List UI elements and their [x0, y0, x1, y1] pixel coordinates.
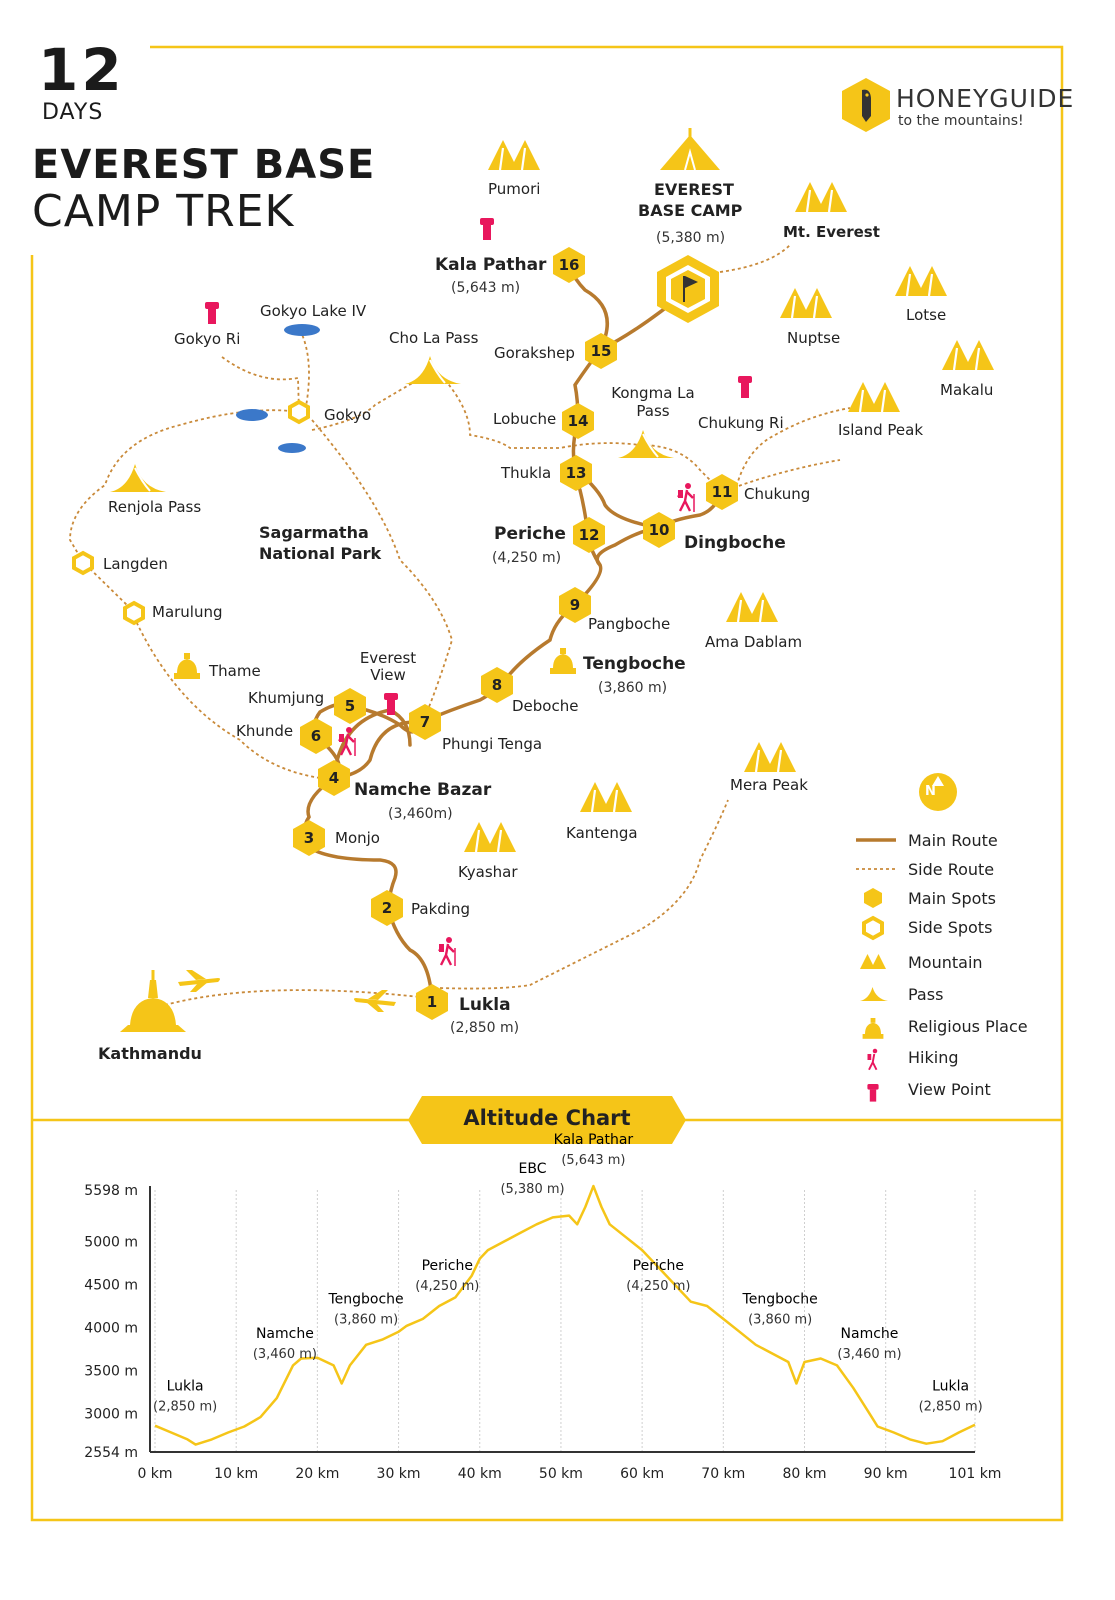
main-spot-hex-13 — [558, 453, 598, 493]
y-tick-label: 4500 m — [84, 1277, 138, 1294]
x-tick-label: 10 km — [214, 1466, 259, 1482]
annotation-altitude: (5,643 m) — [561, 1153, 626, 1169]
alt-lukla: (2,850 m) — [450, 1020, 520, 1036]
main-spot-hex-10 — [641, 510, 681, 550]
annotation-altitude: (3,460 m) — [252, 1347, 317, 1363]
x-tick-label: 30 km — [376, 1466, 421, 1482]
x-tick-label: 0 km — [137, 1466, 173, 1482]
x-tick-label: 40 km — [457, 1466, 502, 1482]
label-everest-view: Everest View — [359, 649, 417, 684]
mountain-icon-ama-dablam — [726, 592, 778, 622]
mountain-icon-makalu — [942, 340, 994, 370]
main-route — [305, 265, 722, 1002]
days-number: 12 — [38, 36, 125, 104]
label-thukla: Thukla — [501, 464, 552, 482]
label-deboche: Deboche — [512, 697, 579, 715]
main-spot-number: 5 — [344, 697, 356, 715]
label-periche: Periche — [494, 524, 566, 544]
x-tick-label: 90 km — [863, 1466, 908, 1482]
main-spot-hex-3 — [291, 818, 331, 858]
label-khumjung: Khumjung — [248, 689, 325, 707]
religious-place-icon-thame — [174, 653, 200, 679]
x-tick-label: 20 km — [295, 1466, 340, 1482]
main-spot-hex-2 — [369, 888, 409, 928]
main-spot-number: 11 — [711, 483, 733, 501]
label-makalu: Makalu — [940, 381, 994, 399]
legend-main-route: Main Route — [908, 831, 998, 850]
label-khunde: Khunde — [236, 722, 294, 740]
annotation-altitude: (2,850 m) — [918, 1399, 983, 1415]
label-gokyo: Gokyo — [324, 406, 372, 424]
legend-side-route: Side Route — [908, 860, 995, 879]
x-tick-label: 101 km — [948, 1466, 1002, 1482]
compass-label: N — [925, 784, 936, 799]
label-nuptse: Nuptse — [787, 329, 841, 347]
y-tick-label: 5598 m — [84, 1183, 138, 1199]
x-tick-label: 80 km — [782, 1466, 827, 1482]
main-spot-number: 2 — [381, 899, 393, 917]
legend-religious-place: Religious Place — [908, 1017, 1028, 1036]
view-point-icon — [480, 218, 494, 240]
x-tick-label: 60 km — [620, 1466, 665, 1482]
hiking-icon — [678, 483, 694, 512]
label-island-peak: Island Peak — [838, 421, 924, 439]
label-chukung-ri: Chukung Ri — [698, 414, 784, 432]
legend-main-spots: Main Spots — [908, 889, 996, 908]
main-spot-hex-1 — [414, 982, 454, 1022]
annotation-altitude: (3,860 m) — [748, 1312, 813, 1328]
legend-mountain: Mountain — [908, 953, 983, 972]
side-spot-marulung — [125, 603, 143, 623]
label-namche-bazar: Namche Bazar — [354, 780, 492, 800]
label-pangboche: Pangboche — [588, 615, 671, 633]
label-langden: Langden — [103, 555, 168, 573]
label-gokyo-lake: Gokyo Lake IV — [260, 302, 367, 320]
y-tick-label: 3500 m — [84, 1363, 138, 1380]
annotation-label: Tengboche — [328, 1291, 404, 1308]
x-tick-label: 50 km — [538, 1466, 583, 1482]
gokyo-lakes — [236, 324, 320, 453]
pass-icon-cho-la — [405, 356, 461, 384]
main-spot-number: 7 — [419, 713, 431, 731]
alt-kala-pathar: (5,643 m) — [451, 280, 521, 296]
side-spot-gokyo — [290, 402, 308, 422]
main-spot-number: 13 — [565, 464, 587, 482]
main-spot-number: 1 — [426, 993, 438, 1011]
main-spot-number: 8 — [491, 676, 503, 694]
label-kathmandu: Kathmandu — [98, 1044, 202, 1063]
label-lotse: Lotse — [906, 306, 947, 324]
alt-ebc: (5,380 m) — [656, 230, 726, 246]
annotation-label: Lukla — [166, 1378, 204, 1395]
mountain-icon-kyashar — [464, 822, 516, 852]
hiking-icon — [439, 937, 455, 966]
main-spot-hex-14 — [560, 401, 600, 441]
label-ebc-line2: BASE CAMP — [638, 201, 743, 220]
brand-tagline: to the mountains! — [898, 113, 1024, 129]
label-chukung: Chukung — [744, 485, 811, 503]
alt-periche: (4,250 m) — [492, 550, 562, 566]
label-ama-dablam: Ama Dablam — [705, 633, 803, 651]
label-park-line1: Sagarmatha — [259, 523, 369, 542]
label-dingboche: Dingboche — [684, 533, 786, 553]
main-spot-number: 6 — [310, 727, 322, 745]
label-gokyo-ri: Gokyo Ri — [174, 330, 241, 348]
main-spot-hex-15 — [583, 331, 623, 371]
label-kala-pathar: Kala Pathar — [435, 255, 547, 275]
main-spot-hex-12 — [571, 515, 611, 555]
annotation-altitude: (3,860 m) — [334, 1312, 399, 1328]
main-spot-hex-11 — [704, 472, 744, 512]
y-tick-label: 5000 m — [84, 1234, 138, 1251]
annotation-label: Periche — [421, 1258, 473, 1275]
brand-name: HONEYGUIDE — [896, 84, 1075, 113]
annotation-label: Namche — [840, 1326, 899, 1343]
mountain-icon-everest — [795, 182, 847, 212]
annotation-label: EBC — [518, 1160, 547, 1177]
annotation-altitude: (5,380 m) — [500, 1181, 565, 1197]
y-tick-label: 2554 m — [84, 1445, 138, 1461]
label-lukla: Lukla — [459, 995, 511, 1015]
annotation-altitude: (4,250 m) — [415, 1279, 480, 1295]
annotation-label: Namche — [255, 1326, 314, 1343]
side-spot-langden — [74, 553, 92, 573]
annotation-altitude: (2,850 m) — [153, 1399, 218, 1415]
label-kantenga: Kantenga — [566, 824, 638, 842]
label-mt-everest: Mt. Everest — [783, 223, 880, 241]
view-point-icon — [205, 302, 219, 324]
label-marulung: Marulung — [152, 603, 223, 621]
label-cho-la-pass: Cho La Pass — [389, 329, 479, 347]
view-point-icon — [738, 376, 752, 398]
label-gorakshep: Gorakshep — [494, 344, 575, 362]
label-monjo: Monjo — [335, 829, 380, 847]
annotation-label: Kala Pathar — [553, 1132, 634, 1149]
main-spot-hex-4 — [316, 758, 356, 798]
altitude-line — [155, 1186, 975, 1445]
title-line2: CAMP TREK — [32, 186, 295, 237]
annotation-label: Tengboche — [742, 1291, 818, 1308]
ebc-tent-icon — [660, 128, 720, 170]
main-spot-hex-6 — [298, 716, 338, 756]
religious-place-icon-tengboche — [550, 648, 576, 674]
annotation-altitude: (4,250 m) — [626, 1279, 691, 1295]
mountain-icon-island-peak — [848, 382, 900, 412]
main-spot-number: 12 — [578, 526, 600, 544]
y-tick-label: 3000 m — [84, 1406, 138, 1423]
label-kyashar: Kyashar — [458, 863, 518, 881]
main-spot-number: 4 — [328, 769, 340, 787]
mountain-icon-pumori — [488, 140, 540, 170]
main-spot-hex-7 — [407, 702, 447, 742]
label-thame: Thame — [209, 662, 261, 680]
main-spot-hex-5 — [332, 686, 372, 726]
label-pakding: Pakding — [411, 900, 470, 918]
mountain-icon-kantenga — [580, 782, 632, 812]
label-kongma-la-pass: Kongma La Pass — [611, 384, 695, 420]
main-spot-number: 14 — [567, 412, 589, 430]
legend-hiking: Hiking — [908, 1048, 959, 1067]
title-line1: EVEREST BASE — [32, 142, 376, 188]
pass-icon-kongma-la — [618, 430, 674, 458]
label-pumori: Pumori — [488, 180, 541, 198]
alt-namche: (3,460m) — [388, 806, 453, 822]
mountain-icon-nuptse — [780, 288, 832, 318]
main-spot-number: 9 — [569, 596, 581, 614]
mountain-icon-lotse — [895, 266, 947, 296]
legend-symbols — [852, 828, 902, 1103]
chart-title: Altitude Chart — [463, 1106, 631, 1130]
x-tick-label: 70 km — [701, 1466, 746, 1482]
annotation-label: Lukla — [932, 1378, 970, 1395]
label-renjola-pass: Renjola Pass — [108, 498, 202, 516]
stupa-icon — [120, 970, 186, 1032]
y-tick-label: 4000 m — [84, 1320, 138, 1337]
label-phungi-tenga: Phungi Tenga — [442, 735, 543, 753]
annotation-label: Periche — [632, 1258, 685, 1275]
main-spot-hex-16 — [551, 245, 591, 285]
legend-side-spots: Side Spots — [908, 918, 993, 937]
mountain-icon-mera-peak — [744, 742, 796, 772]
main-spot-number: 10 — [648, 521, 670, 539]
label-mera-peak: Mera Peak — [730, 776, 808, 794]
main-spot-number: 3 — [303, 829, 315, 847]
label-tengboche: Tengboche — [583, 654, 686, 674]
side-routes — [70, 245, 850, 1005]
label-lobuche: Lobuche — [493, 410, 557, 428]
plane-icon — [178, 970, 396, 1012]
alt-tengboche: (3,860 m) — [598, 680, 668, 696]
main-spot-number: 16 — [558, 256, 580, 274]
ebc-marker — [657, 255, 719, 323]
label-park-line2: National Park — [259, 544, 382, 563]
label-ebc-line1: EVEREST — [654, 180, 734, 199]
days-label: DAYS — [42, 100, 104, 125]
legend-view-point: View Point — [908, 1080, 991, 1099]
main-spot-number: 15 — [590, 342, 612, 360]
altitude-chart — [0, 1132, 1115, 1490]
pass-icon-renjola — [110, 464, 166, 492]
annotation-altitude: (3,460 m) — [837, 1347, 902, 1363]
legend-pass: Pass — [908, 985, 944, 1004]
